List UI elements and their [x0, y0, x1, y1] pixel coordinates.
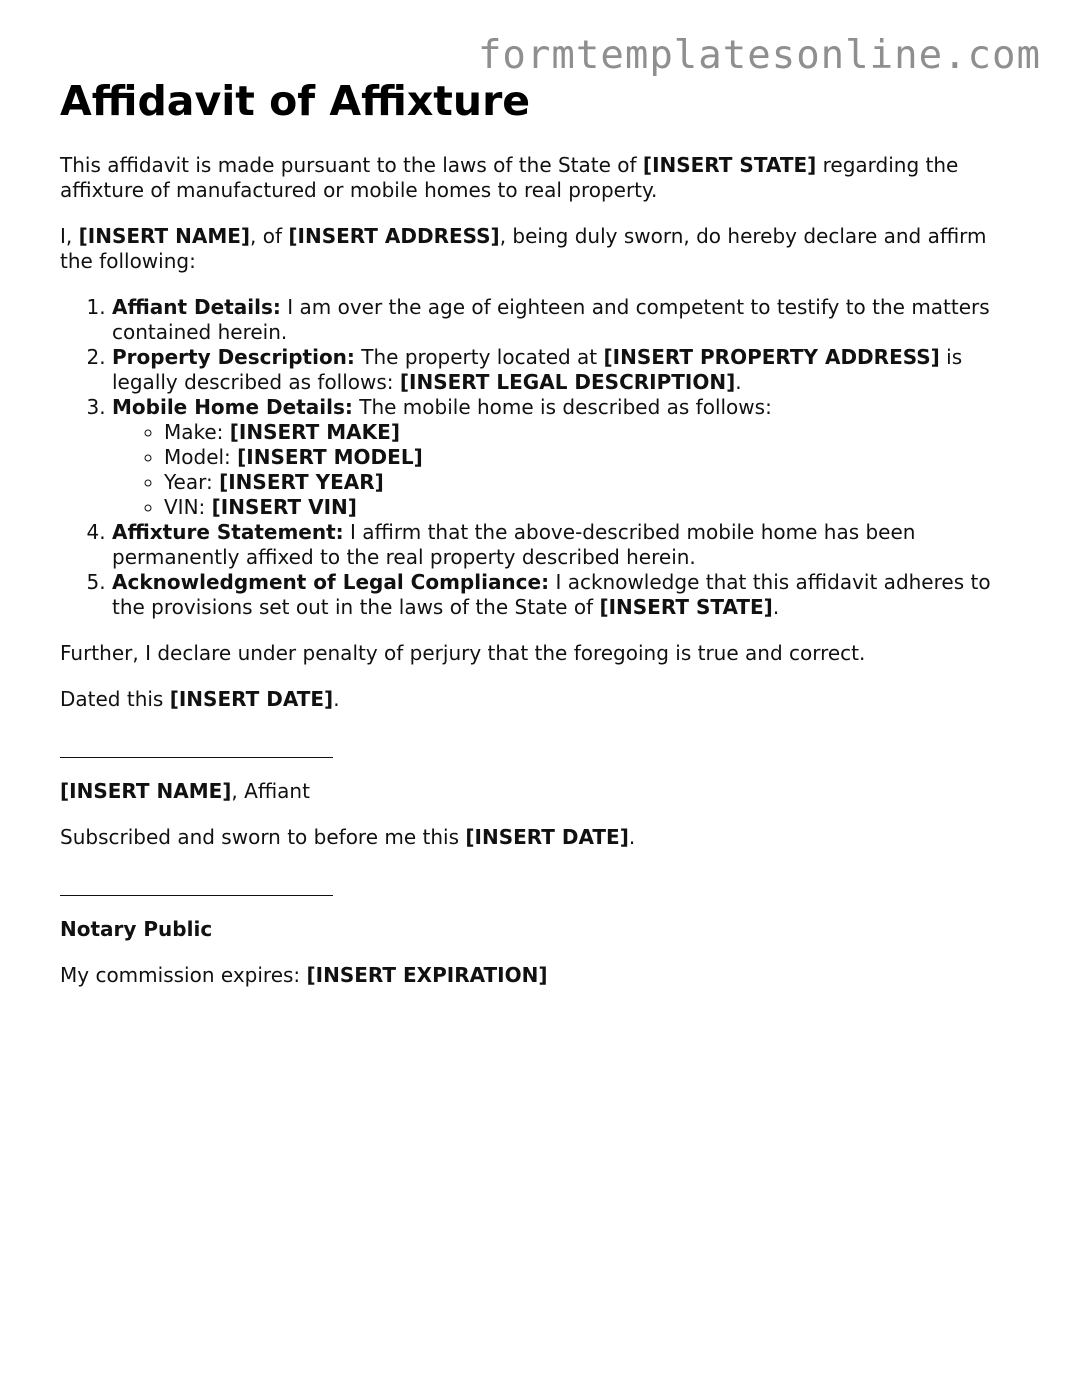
- compliance-state-placeholder: [INSERT STATE]: [599, 595, 773, 619]
- state-placeholder: [INSERT STATE]: [642, 153, 817, 177]
- affiant-name-line: [60, 779, 1020, 804]
- model-label: Model:: [164, 445, 238, 469]
- property-text-3: .: [735, 370, 742, 394]
- sworn-date-placeholder: [INSERT DATE]: [465, 825, 629, 849]
- declaration-text-1: I,: [60, 224, 79, 248]
- list-item-property-description: [112, 345, 1020, 395]
- intro-text-1: This affidavit is made pursuant to the laws of the State of: [60, 153, 643, 177]
- legal-compliance-label: Acknowledgment of Legal Compliance:: [112, 570, 550, 594]
- notary-title: Notary Public: [60, 917, 213, 941]
- affixture-statement-label: Affixture Statement:: [112, 520, 344, 544]
- vin-placeholder: [INSERT VIN]: [211, 495, 357, 519]
- model-item: [164, 445, 1020, 470]
- notary-signature-line[interactable]: [60, 871, 333, 896]
- model-placeholder: [INSERT MODEL]: [237, 445, 423, 469]
- property-address-placeholder: [INSERT PROPERTY ADDRESS]: [603, 345, 940, 369]
- year-placeholder: [INSERT YEAR]: [219, 470, 384, 494]
- declaration-text-3: , being duly sworn, do hereby declare and affirm the following:: [60, 224, 987, 273]
- affiant-role: , Affiant: [231, 779, 310, 803]
- dated-placeholder: [INSERT DATE]: [169, 687, 334, 711]
- year-item: [164, 470, 1020, 495]
- list-item-mobile-home-details: [112, 395, 1020, 520]
- dated-text-2: .: [333, 687, 340, 711]
- dated-line: [60, 687, 1020, 712]
- commission-expiry-line: [60, 963, 1020, 988]
- mobile-home-details-label: Mobile Home Details:: [112, 395, 353, 419]
- affixture-statement-text: I affirm that the above-described mobile home has been permanently affixed to the real property described herein.: [112, 520, 916, 569]
- intro-paragraph: [60, 153, 1020, 203]
- vin-label: VIN:: [164, 495, 212, 519]
- sworn-line: [60, 825, 1020, 850]
- watermark: formtemplatesonline.com: [477, 33, 1041, 78]
- perjury-statement: Further, I declare under penalty of perjury that the foregoing is true and correct.: [60, 641, 866, 665]
- document-title: Affidavit of Affixture: [60, 77, 531, 125]
- mobile-home-details-text: The mobile home is described as follows:: [352, 395, 772, 419]
- make-label: Make:: [164, 420, 230, 444]
- year-label: Year:: [164, 470, 220, 494]
- intro-text-2: regarding the affixture of manufactured or mobile homes to real property.: [60, 153, 959, 202]
- list-item-affiant-details: [112, 295, 1020, 345]
- make-placeholder: [INSERT MAKE]: [229, 420, 400, 444]
- affiant-details-label: Affiant Details:: [112, 295, 281, 319]
- property-description-label: Property Description:: [112, 345, 355, 369]
- declaration-paragraph: [60, 224, 1020, 274]
- list-item-affixture-statement: [112, 520, 1020, 570]
- commission-expires-label: My commission expires:: [60, 963, 307, 987]
- expiration-placeholder: [INSERT EXPIRATION]: [306, 963, 548, 987]
- affiant-signature-line[interactable]: [60, 733, 333, 758]
- sworn-text-2: .: [628, 825, 636, 849]
- property-text-1: The property located at: [354, 345, 604, 369]
- dated-text-1: Dated this: [60, 687, 170, 711]
- property-text-2: is legally described as follows:: [112, 345, 963, 394]
- affiant-name-placeholder: [INSERT NAME]: [60, 779, 232, 803]
- mobile-home-sublist: [112, 420, 1020, 520]
- document-body: [60, 76, 1020, 1009]
- notary-title-line: [60, 917, 1020, 942]
- name-placeholder: [INSERT NAME]: [78, 224, 251, 248]
- legal-description-placeholder: [INSERT LEGAL DESCRIPTION]: [399, 370, 736, 394]
- vin-item: [164, 495, 1020, 520]
- address-placeholder: [INSERT ADDRESS]: [288, 224, 500, 248]
- declaration-text-2: , of: [250, 224, 289, 248]
- compliance-text-2: .: [772, 595, 780, 619]
- make-item: [164, 420, 1020, 445]
- compliance-text-1: I acknowledge that this affidavit adheres to the provisions set out in the laws of the State of: [112, 570, 991, 619]
- sworn-text-1: Subscribed and sworn to before me this: [60, 825, 466, 849]
- list-item-legal-compliance: [112, 570, 1020, 620]
- affiant-details-text: I am over the age of eighteen and competent to testify to the matters contained herein.: [112, 295, 990, 344]
- declaration-list: [60, 295, 1020, 620]
